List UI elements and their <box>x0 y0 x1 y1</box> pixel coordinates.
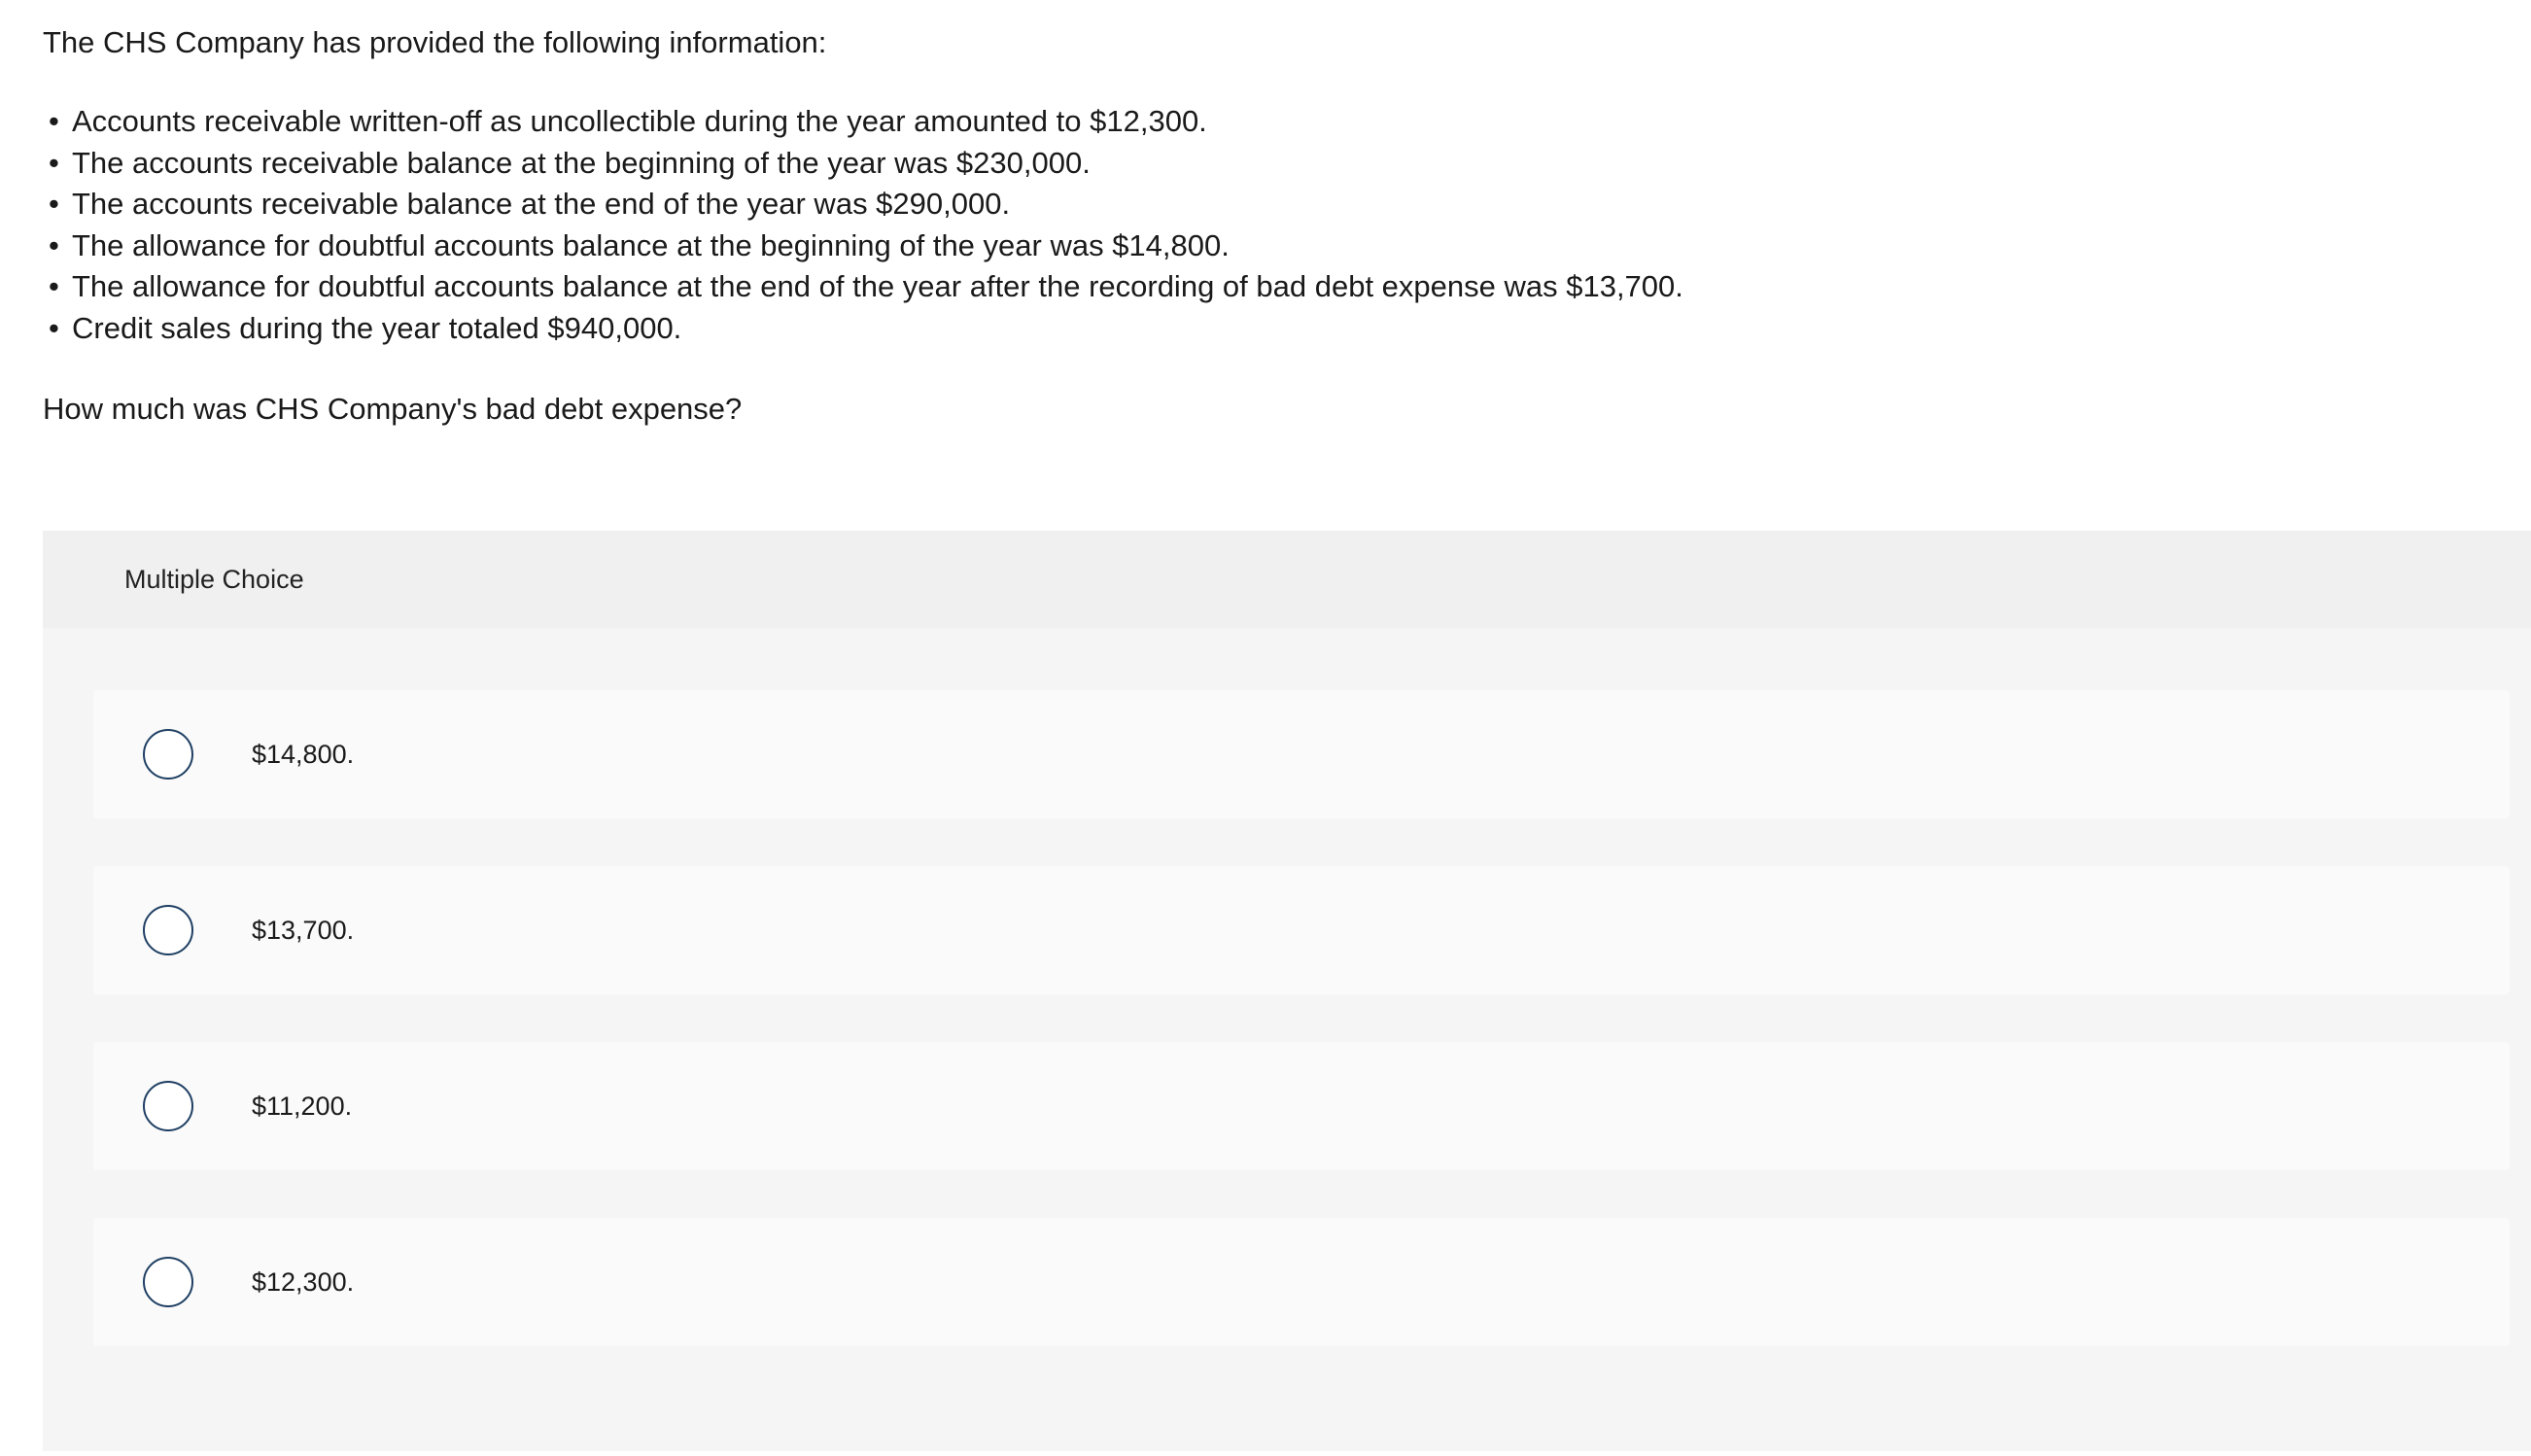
fact-text: Credit sales during the year totaled $940,000. <box>72 310 682 345</box>
bullet-icon: • <box>49 227 59 262</box>
bullet-icon: • <box>49 104 59 138</box>
fact-text: The allowance for doubtful accounts balance at the beginning of the year was $14,800. <box>72 227 1230 262</box>
radio-button[interactable] <box>143 1081 193 1131</box>
question-prompt: How much was CHS Company's bad debt expense? <box>43 392 743 426</box>
bullet-icon: • <box>49 145 59 180</box>
radio-button[interactable] <box>143 1257 193 1307</box>
choice-option-a[interactable] <box>93 690 2510 818</box>
facts-list <box>43 101 2473 349</box>
radio-button[interactable] <box>143 729 193 780</box>
choice-label[interactable]: $13,700. <box>252 915 355 945</box>
bullet-icon: • <box>49 269 59 303</box>
choice-option-b[interactable] <box>93 866 2510 994</box>
multiple-choice-panel <box>43 531 2531 1451</box>
radio-button[interactable] <box>143 905 193 955</box>
choice-option-d[interactable] <box>93 1218 2510 1346</box>
choice-label[interactable]: $14,800. <box>252 739 355 769</box>
fact-item <box>43 225 2473 267</box>
bullet-icon: • <box>49 187 59 221</box>
fact-item <box>43 101 2473 143</box>
question-intro: The CHS Company has provided the following information: <box>43 25 827 59</box>
fact-item <box>43 143 2473 185</box>
choice-list <box>93 690 2510 1394</box>
fact-text: The allowance for doubtful accounts balance at the end of the year after the recording of bad debt expense was $13,700. <box>72 269 1683 303</box>
multiple-choice-header <box>43 531 2531 628</box>
choice-label[interactable]: $11,200. <box>252 1091 353 1121</box>
choice-option-c[interactable] <box>93 1042 2510 1170</box>
question-stem <box>43 21 2473 431</box>
choice-label[interactable]: $12,300. <box>252 1266 355 1297</box>
fact-text: The accounts receivable balance at the beginning of the year was $230,000. <box>72 145 1091 180</box>
bullet-icon: • <box>49 310 59 345</box>
multiple-choice-title: Multiple Choice <box>124 564 304 594</box>
fact-item <box>43 266 2473 308</box>
fact-item <box>43 308 2473 350</box>
fact-text: Accounts receivable written-off as uncollectible during the year amounted to $12,300. <box>72 104 1207 138</box>
fact-item <box>43 184 2473 225</box>
fact-text: The accounts receivable balance at the end of the year was $290,000. <box>72 187 1011 221</box>
